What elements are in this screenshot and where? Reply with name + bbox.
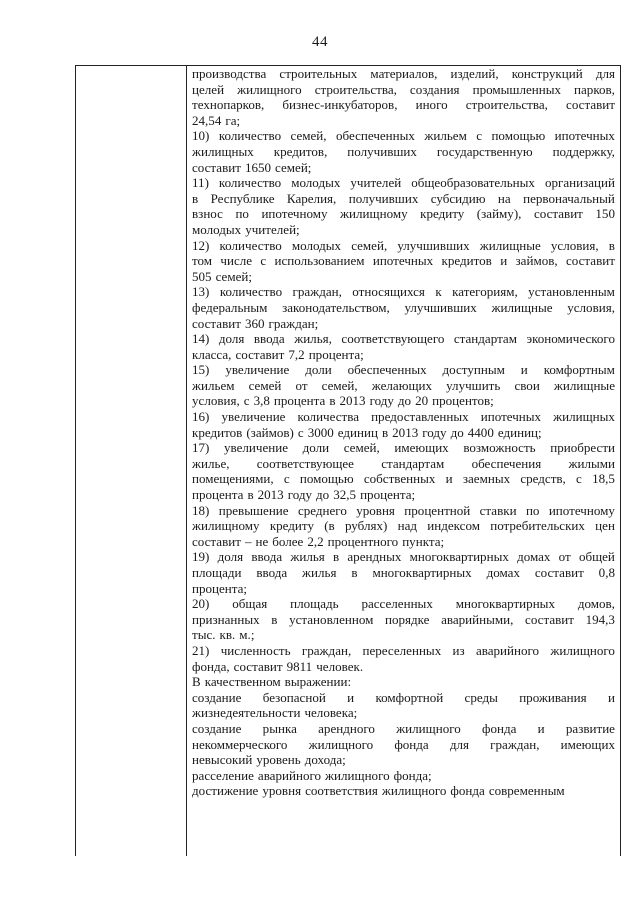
text-paragraph <box>192 721 615 768</box>
text-line: жильем семей от семей, желающих улучшить свои жилищные <box>192 377 615 393</box>
text-paragraph <box>192 783 615 799</box>
text-paragraph <box>192 440 615 502</box>
document-table <box>75 65 621 856</box>
text-line: федеральным законодательством, улучшивших жилищные условия, <box>192 299 615 315</box>
text-line: некоммерческого жилищного фонда для граждан, имеющих <box>192 736 615 752</box>
text-line: том числе с использованием ипотечных кредитов и займов, составит <box>192 253 615 269</box>
text-line: 14) доля ввода жилья, соответствующего стандартам экономического <box>192 331 615 347</box>
text-line: производства строительных материалов, изделий, конструкций для <box>192 66 615 81</box>
text-paragraph <box>192 549 615 596</box>
text-line: в Республике Карелия, получивших субсидию на первоначальный <box>192 190 615 206</box>
text-paragraph <box>192 362 615 409</box>
text-line: класса, составит 7,2 процента; <box>192 346 364 362</box>
text-paragraph <box>192 690 615 721</box>
text-line: 505 семей; <box>192 268 252 284</box>
text-line: взнос по ипотечному жилищному кредиту (займу), составит 150 <box>192 206 615 222</box>
text-line: 16) увеличение количества предоставленных ипотечных жилищных <box>192 409 615 425</box>
text-line: создание рынка арендного жилищного фонда и развитие <box>192 720 615 736</box>
text-paragraph <box>192 331 615 362</box>
text-line: создание безопасной и комфортной среды проживания и <box>192 689 615 705</box>
text-line: невысокий уровень дохода; <box>192 752 346 768</box>
text-line: составит 1650 семей; <box>192 159 312 175</box>
page-number: 44 <box>312 34 328 50</box>
text-line: технопарков, бизнес-инкубаторов, иного строительства, составит <box>192 97 615 113</box>
text-line: 10) количество семей, обеспеченных жильем с помощью ипотечных <box>192 128 615 144</box>
text-line: жилищных кредитов, получивших государственную поддержку, <box>192 143 615 159</box>
text-line: 21) численность граждан, переселенных из аварийного жилищного <box>192 642 615 658</box>
text-line: площади ввода жилья в многоквартирных домах составит 0,8 <box>192 565 615 580</box>
text-line: молодых учителей; <box>192 221 300 237</box>
text-paragraph <box>192 503 615 550</box>
text-line: кредитов (займов) с 3000 единиц в 2013 году до 4400 единиц; <box>192 424 542 440</box>
text-line: жизнедеятельности человека; <box>192 705 358 721</box>
text-line: составит – не более 2,2 процентного пункта; <box>192 533 445 549</box>
text-line: 13) количество граждан, относящихся к категориям, установленным <box>192 284 615 300</box>
text-line: фонда, составит 9811 человек. <box>192 658 364 674</box>
text-line: признанных в установленном порядке аварийными, составит 194,3 <box>192 611 615 627</box>
text-line: жилищному кредиту (в рублях) над индексом потребительских цен <box>192 518 615 534</box>
text-paragraph <box>192 175 615 237</box>
text-line: В качественном выражении: <box>192 674 352 690</box>
table-left-column <box>76 66 187 856</box>
text-line: 11) количество молодых учителей общеобразовательных организаций <box>192 175 615 191</box>
text-line: 20) общая площадь расселенных многоквартирных домов, <box>192 596 615 612</box>
text-line: расселение аварийного жилищного фонда; <box>192 767 432 783</box>
text-paragraph <box>192 596 615 643</box>
text-line: жилье, соответствующее стандартам обеспечения жилыми <box>192 455 615 471</box>
text-paragraph <box>192 768 615 784</box>
text-line: условия, с 3,8 процента в 2013 году до 20 процентов; <box>192 393 494 409</box>
text-paragraph <box>192 409 615 440</box>
text-paragraph <box>192 238 615 285</box>
text-paragraph <box>192 643 615 674</box>
table-text-column <box>187 66 620 856</box>
text-line: процента в 2013 году до 32,5 процента; <box>192 487 416 503</box>
text-paragraph <box>192 284 615 331</box>
text-line: 15) увеличение доли обеспеченных доступным и комфортным <box>192 362 615 378</box>
text-line: 24,54 га; <box>192 112 241 128</box>
text-line: 18) превышение среднего уровня процентной ставки по ипотечному <box>192 502 615 518</box>
text-line: помещениями, с помощью собственных и заемных средств, с 18,5 <box>192 471 615 487</box>
text-line: достижение уровня соответствия жилищного фонда современным <box>192 783 565 799</box>
text-line: 12) количество молодых семей, улучшивших жилищные условия, в <box>192 237 615 253</box>
text-line: целей жилищного строительства, создания промышленных парков, <box>192 81 615 97</box>
text-paragraph <box>192 674 615 690</box>
text-paragraph <box>192 66 615 128</box>
text-line: 17) увеличение доли семей, имеющих возможность приобрести <box>192 440 615 456</box>
text-line: 19) доля ввода жилья в арендных многоквартирных домах от общей <box>192 549 615 565</box>
text-line: составит 360 граждан; <box>192 315 319 331</box>
text-paragraph <box>192 128 615 175</box>
text-line: тыс. кв. м.; <box>192 627 255 643</box>
text-line: процента; <box>192 580 248 596</box>
